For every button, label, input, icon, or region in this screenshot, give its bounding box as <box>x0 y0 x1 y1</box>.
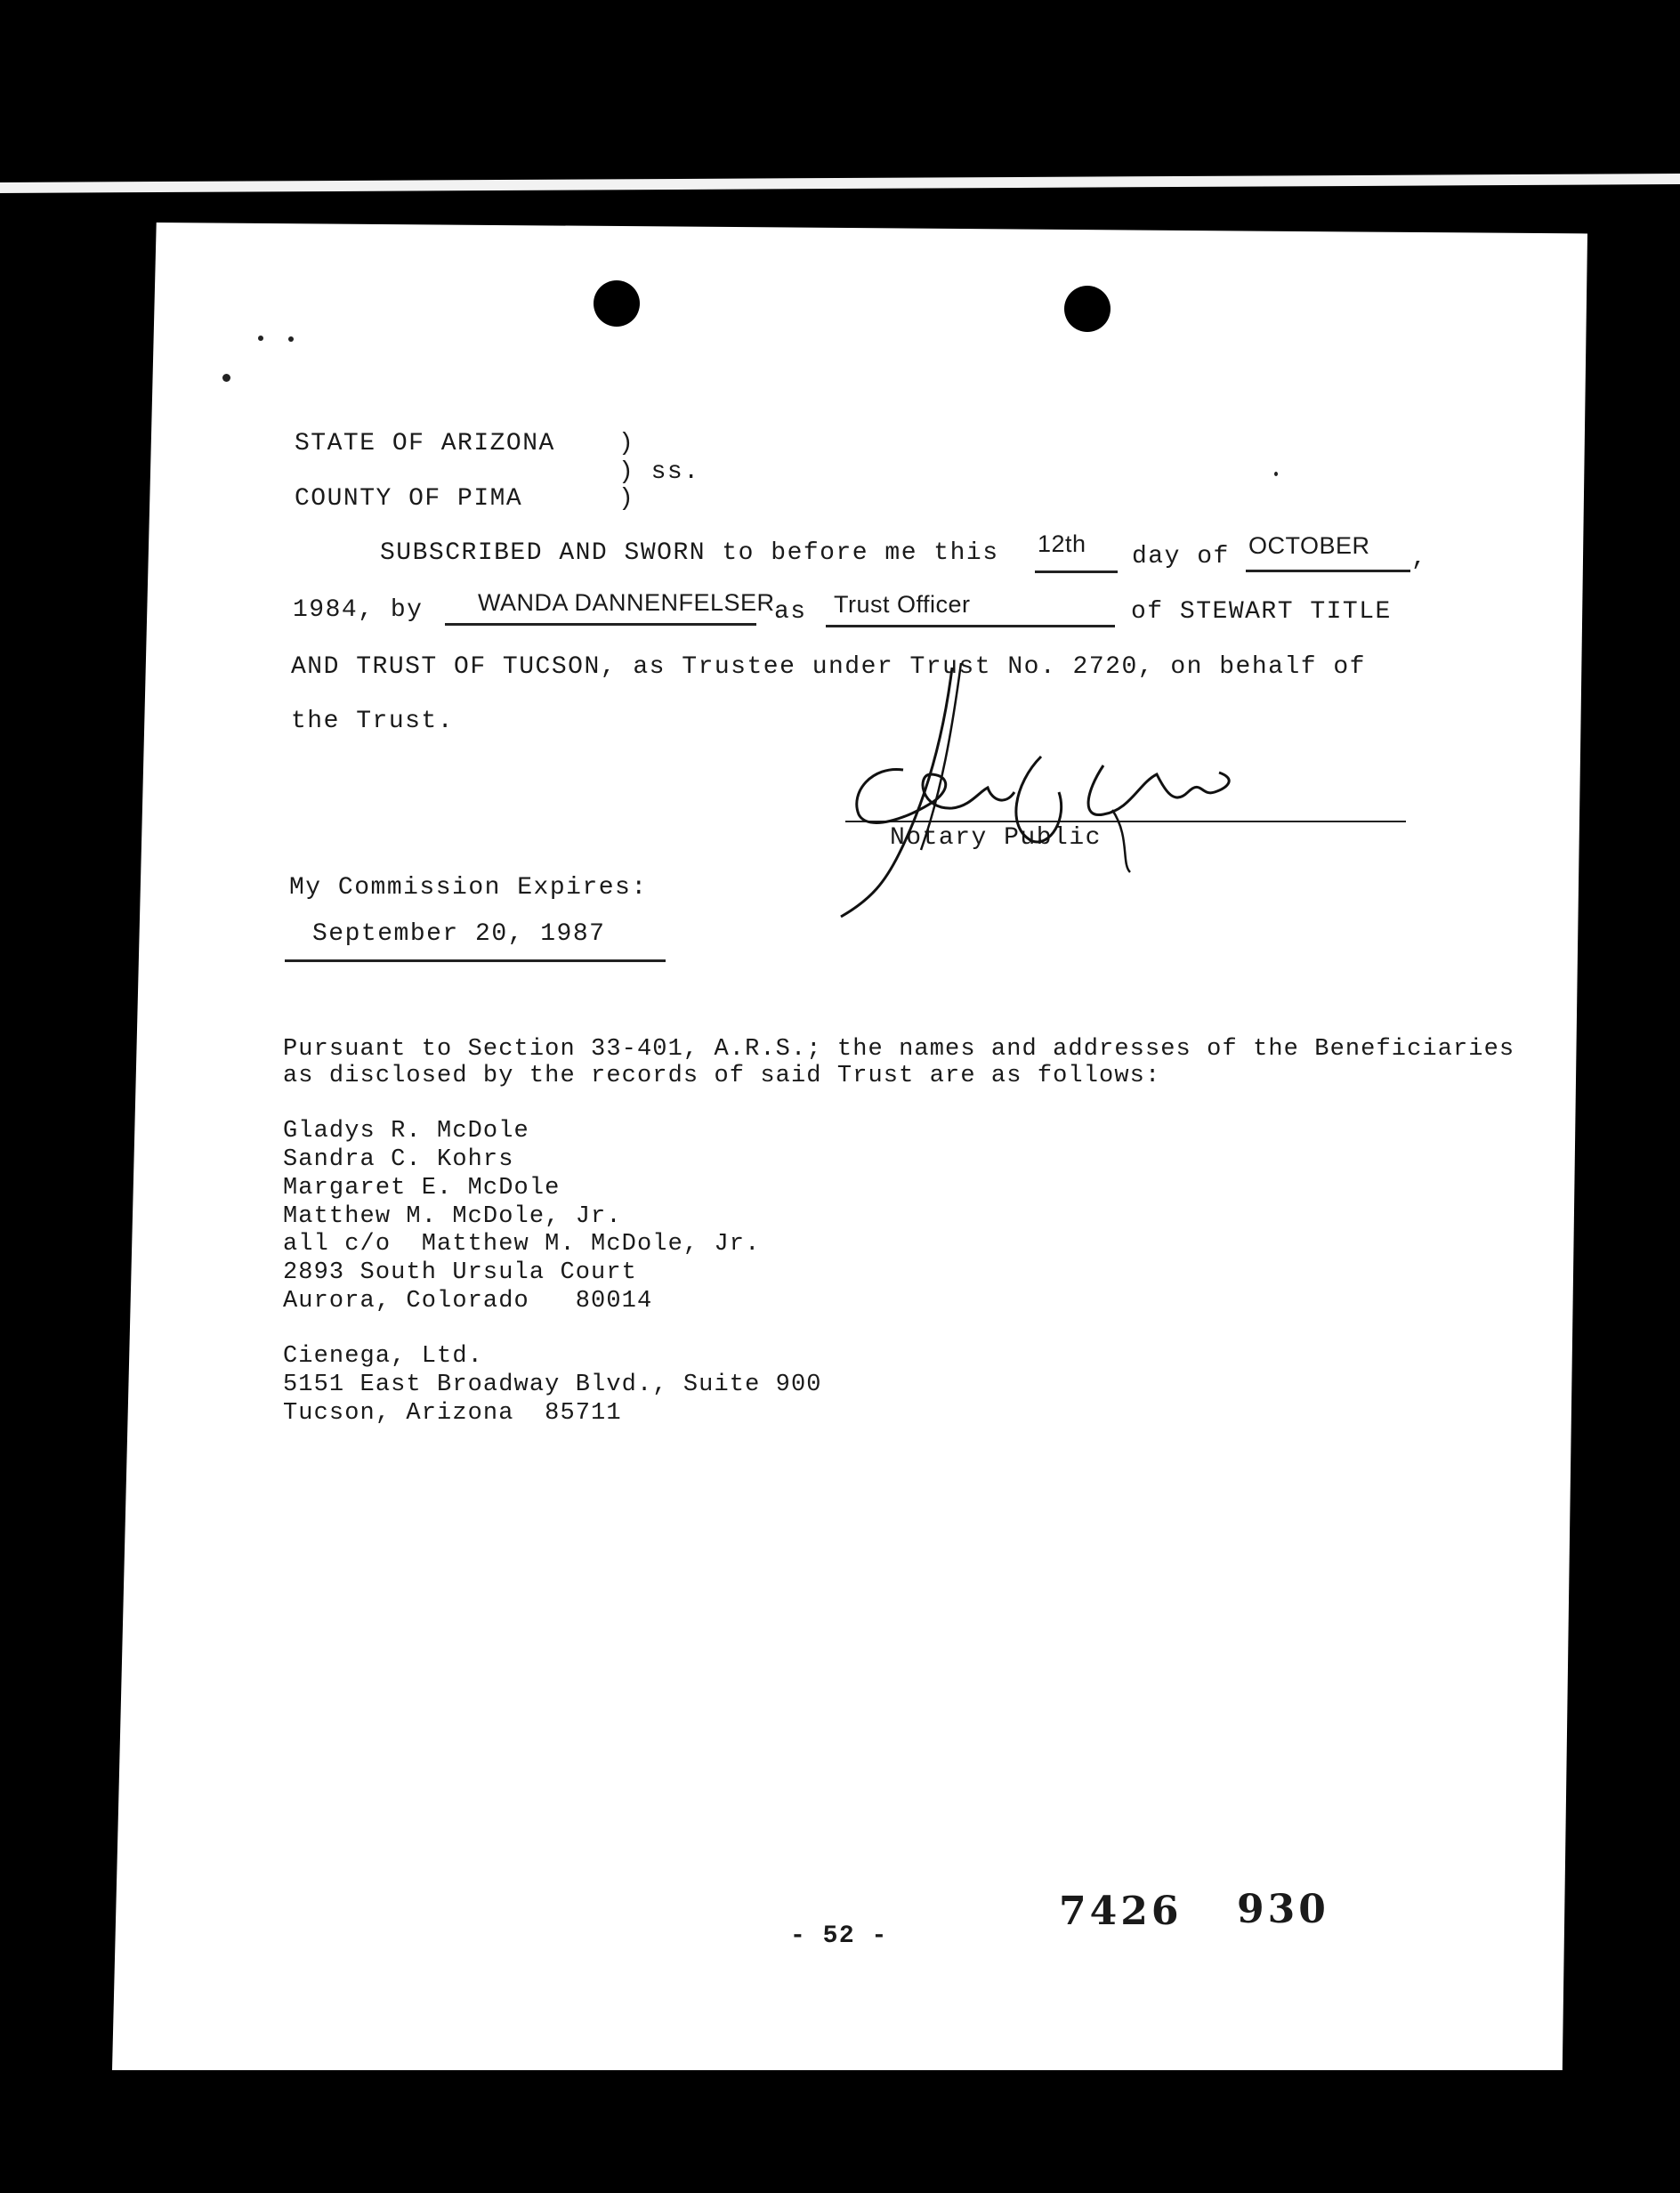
beneficiary-line: Aurora, Colorado 80014 <box>283 1288 653 1315</box>
commission-date: September 20, 1987 <box>312 920 606 948</box>
beneficiary-line: Margaret E. McDole <box>283 1175 561 1202</box>
name-underline <box>445 623 756 626</box>
jurat-line2-suffix: of STEWART TITLE <box>1131 598 1392 626</box>
jurat-name: WANDA DANNENFELSER <box>478 589 775 616</box>
beneficiary-line: 2893 South Ursula Court <box>283 1259 637 1286</box>
jurat-line1-mid: day of <box>1132 543 1230 571</box>
beneficiary-line: 5151 East Broadway Blvd., Suite 900 <box>283 1372 822 1398</box>
scan-speck <box>258 336 263 341</box>
beneficiary-line: Cienega, Ltd. <box>283 1343 483 1370</box>
scan-top-border <box>0 0 1680 107</box>
day-underline <box>1035 571 1118 573</box>
notary-label: Notary Public <box>890 824 1102 852</box>
jurat-line1-prefix: SUBSCRIBED AND SWORN to before me this <box>380 539 999 567</box>
page-number: - 52 - <box>790 1922 888 1950</box>
docket-number: 7426 <box>1059 1889 1183 1934</box>
venue-paren: ) <box>618 430 635 457</box>
ss-mark: ) ss. <box>618 458 700 486</box>
notary-signature <box>836 659 1281 926</box>
venue-paren: ) <box>618 485 635 513</box>
beneficiary-line: Matthew M. McDole, Jr. <box>283 1203 622 1230</box>
scan-speck <box>222 374 230 382</box>
beneficiary-line: Tucson, Arizona 85711 <box>283 1400 622 1427</box>
jurat-line3: AND TRUST OF TUCSON, as Trustee under Trust No. 2720, on behalf of <box>291 653 1366 681</box>
docket-page: 930 <box>1237 1887 1329 1932</box>
beneficiaries-intro-line2: as disclosed by the records of said Trust are as follows: <box>283 1063 1161 1089</box>
scan-speck <box>288 336 294 342</box>
scan-edge-strip <box>0 107 1680 205</box>
punch-hole-right <box>1064 286 1111 332</box>
jurat-line4: the Trust. <box>291 708 455 735</box>
beneficiary-line: Sandra C. Kohrs <box>283 1146 514 1173</box>
scan-speck <box>1274 472 1278 476</box>
beneficiaries-intro-line1: Pursuant to Section 33-401, A.R.S.; the names and addresses of the Beneficiaries <box>283 1036 1515 1063</box>
jurat-day: 12th <box>1038 530 1086 557</box>
jurat-month: OCTOBER <box>1248 532 1370 559</box>
state-line: STATE OF ARIZONA <box>295 430 555 457</box>
jurat-as: as <box>774 598 807 626</box>
jurat-line2-prefix: 1984, by <box>293 596 424 624</box>
punch-hole-left <box>594 280 640 327</box>
commission-underline <box>285 959 666 962</box>
title-underline <box>826 625 1115 627</box>
jurat-comma: , <box>1411 545 1428 572</box>
beneficiary-line: all c/o Matthew M. McDole, Jr. <box>283 1231 761 1258</box>
month-underline <box>1246 570 1410 572</box>
commission-label: My Commission Expires: <box>289 874 648 902</box>
jurat-title: Trust Officer <box>834 591 971 618</box>
beneficiary-line: Gladys R. McDole <box>283 1118 529 1145</box>
county-line: COUNTY OF PIMA <box>295 485 523 513</box>
